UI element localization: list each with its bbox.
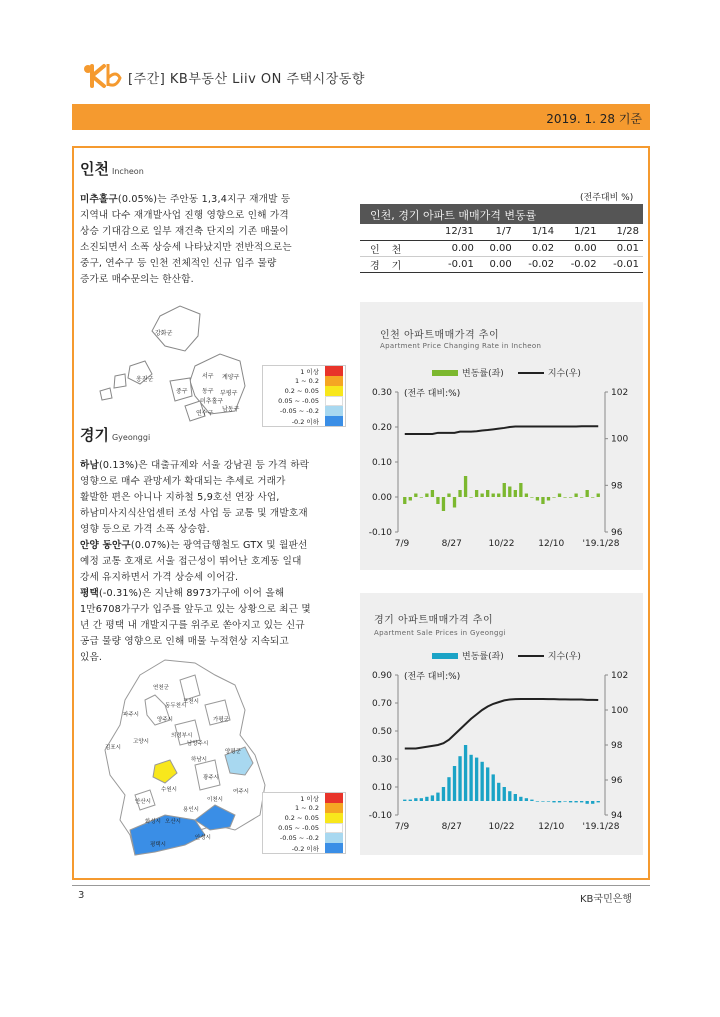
cell: 0.00 (489, 242, 512, 254)
y-right-tick-label: 100 (611, 434, 629, 445)
map-label: 화성시 (145, 819, 161, 825)
map-label: 연수구 (196, 410, 214, 417)
legend-row (263, 833, 345, 843)
bar (497, 783, 500, 801)
bar (431, 795, 434, 801)
bar (536, 801, 539, 802)
y-left-tick-label: -0.10 (368, 811, 392, 821)
table-unit: (전주대비 %) (580, 193, 634, 203)
bar (486, 490, 489, 497)
chart-title: 경기 아파트매매가격 추이 (374, 615, 494, 626)
y-right-tick-label: 96 (611, 776, 623, 786)
map-label: 평택시 (150, 842, 166, 848)
legend-swatch (325, 843, 343, 853)
gyeonggi-district: 안양 동안구 (80, 540, 131, 551)
legend-swatch (325, 366, 343, 376)
legend-row (263, 376, 345, 386)
legend-row (263, 843, 345, 853)
bar (530, 497, 533, 498)
bar (464, 476, 467, 497)
legend-swatch (325, 406, 343, 416)
legend-label: 0.2 ~ 0.05 (284, 814, 319, 822)
map-label: 고양시 (133, 739, 149, 745)
y-left-tick-label: 0.70 (371, 699, 392, 709)
row-label: 경기 (370, 260, 414, 272)
map-label: 하남시 (191, 757, 207, 763)
bar (547, 497, 550, 501)
bar (447, 777, 450, 801)
gyeonggi-text (80, 458, 355, 666)
bar (552, 497, 555, 498)
legend-label: -0.2 이하 (291, 417, 319, 426)
gyeonggi-chart (360, 593, 643, 855)
map-label: 오산시 (165, 819, 181, 825)
bar (547, 801, 550, 802)
bar (425, 494, 428, 498)
legend-label: 1 이상 (300, 794, 319, 803)
bar (458, 490, 461, 497)
y-left-tick-label: 0.90 (371, 671, 392, 681)
cell: -0.02 (528, 258, 555, 270)
y-left-tick-label: 0.10 (371, 783, 392, 793)
cell: -0.01 (447, 258, 474, 270)
table-corner (360, 224, 432, 240)
bar (420, 798, 423, 801)
bar (403, 497, 406, 504)
bar (431, 490, 434, 497)
bar (486, 767, 489, 801)
legend-row (263, 813, 345, 823)
legend-label: 1 이상 (300, 367, 319, 376)
bar (574, 494, 577, 498)
bar (580, 801, 583, 802)
bar (453, 766, 456, 801)
bar (503, 787, 506, 801)
bar (469, 497, 472, 498)
map-label: 서구 (202, 373, 214, 380)
date-bar (72, 104, 650, 130)
bar (458, 756, 461, 801)
y-right-tick-label: 102 (611, 671, 629, 681)
map-label: 안산시 (135, 799, 151, 805)
legend-swatch (325, 823, 343, 833)
map-label: 연천군 (153, 685, 169, 691)
legend-swatch (325, 813, 343, 823)
bar (409, 800, 412, 801)
x-tick-label: 10/22 (488, 539, 515, 549)
gyeonggi-body: (0.13%)은 대출규제와 서울 강남권 등 가격 하락 영향으로 매수 관망세가 확대되는 추세로 거래가 활발한 편은 아니나 지하철 5,9호선 연장 사업, 하남미사지식산업센터 조성 사업 등 교통 및 개발호재 영향 등으로 가격 소폭 상승함. (80, 460, 310, 535)
map-label: 양평군 (225, 749, 241, 755)
bar (447, 494, 450, 498)
bar (586, 490, 589, 497)
y-right-tick-label: 98 (611, 741, 623, 751)
bar (425, 797, 428, 801)
bar (591, 497, 594, 498)
bar (420, 497, 423, 498)
x-tick-label: 8/27 (441, 822, 462, 832)
y-right-tick-label: 102 (611, 388, 629, 398)
incheon-district: 미추홀구 (80, 194, 118, 205)
legend-swatch (325, 793, 343, 803)
page-number: 3 (78, 890, 85, 901)
incheon-subtitle: Incheon (111, 167, 144, 176)
legend-swatch (325, 803, 343, 813)
gyeonggi-district: 하남 (80, 460, 99, 471)
legend-label: -0.2 이하 (291, 844, 319, 853)
axis-note: (전주 대비:%) (404, 672, 461, 682)
x-tick-label: 7/9 (394, 539, 410, 549)
map-label: 남동구 (222, 406, 240, 413)
bar (530, 800, 533, 801)
legend-bar-label: 변동률(좌) (462, 369, 504, 379)
bar (591, 801, 594, 804)
legend-row (263, 406, 345, 416)
bar (525, 798, 528, 801)
y-left-tick-label: 0.30 (371, 388, 392, 398)
cell: 0.00 (489, 258, 512, 270)
legend-line-label: 지수(우) (547, 369, 581, 379)
cell: -0.01 (613, 258, 639, 270)
map-label: 옹진군 (136, 376, 154, 383)
cell: 0.00 (574, 242, 597, 254)
y-left-tick-label: 0.10 (371, 458, 392, 468)
bar (475, 490, 478, 497)
incheon-chart-panel (360, 302, 643, 570)
y-right-tick-label: 94 (611, 811, 623, 821)
gyeonggi-heading (80, 424, 150, 445)
axis-note: (전주 대비:%) (404, 389, 461, 399)
incheon-chart (360, 302, 643, 570)
price-table (360, 224, 643, 273)
bank-name: KB국민은행 (580, 894, 633, 905)
bar (586, 801, 589, 804)
report-title: [주간] KB부동산 Liiv ON 주택시장동향 (128, 72, 365, 87)
bar (519, 797, 522, 801)
legend-label: 1 ~ 0.2 (294, 804, 319, 812)
map-label: 이천시 (207, 797, 223, 803)
table-title: 인천, 경기 아파트 매매가격 변동률 (360, 204, 643, 224)
bar (480, 762, 483, 801)
y-right-tick-label: 100 (611, 706, 629, 716)
map-label: 동두천시 (165, 703, 187, 709)
gyeonggi-chart-panel (360, 593, 643, 855)
gyeonggi-subtitle: Gyeonggi (111, 433, 151, 442)
bar (480, 494, 483, 498)
report-date: 2019. 1. 28 기준 (546, 112, 642, 126)
y-left-tick-label: 0.30 (371, 755, 392, 765)
map-label: 광주시 (203, 775, 219, 781)
map-label: 남양주시 (187, 741, 209, 747)
bar (514, 794, 517, 801)
map-label: 용인시 (183, 807, 199, 813)
bar (409, 497, 412, 501)
legend-swatch (325, 376, 343, 386)
map-label: 여주시 (233, 789, 249, 795)
bar (464, 745, 467, 801)
bar (508, 791, 511, 801)
bar (514, 490, 517, 497)
bar (574, 801, 577, 802)
bar (469, 755, 472, 801)
map-label: 계양구 (222, 374, 240, 381)
incheon-map (90, 296, 260, 426)
bar (580, 497, 583, 498)
bar (519, 483, 522, 497)
bar (436, 497, 439, 504)
map-label: 부평구 (220, 390, 238, 397)
bar (552, 801, 555, 802)
map-label: 의정부시 (171, 733, 193, 739)
bar (563, 801, 566, 802)
map-label: 동구 (202, 388, 214, 395)
col-header: 1/21 (574, 226, 597, 238)
legend-line-label: 지수(우) (547, 652, 581, 662)
table-row (360, 256, 643, 272)
y-left-tick-label: 0.00 (371, 493, 392, 503)
gyeonggi-body: (-0.31%)은 지난해 8973가구에 이어 올해 1만6708가구가 입주를 앞두고 있는 상황으로 최근 몇 년 간 평택 내 개발지구를 위주로 쏟아지고 있는 신규 공급 물량 영향으로 인해 매물 누적현상 지속되고 있음. (80, 588, 311, 663)
incheon-text (80, 192, 355, 288)
chart-title: 인천 아파트매매가격 추이 (380, 330, 500, 341)
col-header: 1/28 (616, 226, 639, 238)
map-label: 포천시 (183, 699, 199, 705)
map-label: 미추홀구 (200, 398, 224, 405)
y-left-tick-label: 0.20 (371, 423, 392, 433)
footer-divider (72, 885, 650, 886)
x-tick-label: 12/10 (538, 822, 565, 832)
chart-subtitle: Apartment Price Changing Rate in Incheon (380, 342, 542, 350)
bar (536, 497, 539, 501)
legend-label: 1 ~ 0.2 (294, 377, 319, 385)
bar (442, 497, 445, 511)
legend-row (263, 386, 345, 396)
bar (569, 497, 572, 498)
kb-logo (78, 60, 124, 90)
incheon-map-legend (262, 365, 346, 427)
bar (558, 801, 561, 802)
bar (436, 793, 439, 801)
legend-label: -0.05 ~ -0.2 (279, 834, 319, 842)
legend-label: 0.05 ~ -0.05 (278, 824, 319, 832)
col-header: 1/14 (531, 226, 555, 238)
map-label: 강화군 (155, 330, 173, 337)
legend-row (263, 366, 345, 376)
bar (492, 774, 495, 801)
legend-row (263, 803, 345, 813)
gyeonggi-district: 평택 (80, 588, 99, 599)
bar (403, 800, 406, 801)
map-label: 가평군 (213, 717, 229, 723)
legend-swatch (325, 396, 343, 406)
map-label: 중구 (176, 388, 188, 395)
legend-swatch (325, 386, 343, 396)
bar (475, 758, 478, 801)
bar (414, 798, 417, 801)
table-row (360, 240, 643, 256)
bar (442, 787, 445, 801)
x-tick-label: '19.1/28 (582, 539, 620, 549)
gyeonggi-body: (0.07%)는 광역급행철도 GTX 및 월판선 예정 교통 호재로 서울 접근성이 뛰어난 호계동 일대 강세 유지하면서 가격 상승세 이어감. (80, 540, 308, 583)
y-left-tick-label: 0.50 (371, 727, 392, 737)
incheon-title: 인천 (80, 160, 109, 178)
bar (525, 494, 528, 498)
bar (597, 494, 600, 498)
x-tick-label: 10/22 (488, 822, 515, 832)
gyeonggi-map-legend (262, 792, 346, 854)
index-line (405, 426, 598, 434)
bar (541, 801, 544, 802)
bar (563, 497, 566, 498)
bar (492, 494, 495, 498)
x-tick-label: '19.1/28 (582, 822, 620, 832)
legend-label: 0.05 ~ -0.05 (278, 397, 319, 405)
legend-swatch (325, 833, 343, 843)
map-label: 파주시 (123, 712, 139, 718)
index-line (405, 699, 598, 749)
bar (503, 483, 506, 497)
incheon-body: (0.05%)는 주안동 1,3,4지구 재개발 등 지역내 다수 재개발사업 진행 영향으로 인해 가격 상승 기대감으로 일부 재건축 단지의 기존 매물이 소진되면서 소폭 상승세 나타났지만 전반적으로는 중구, 연수구 등 인천 전체적인 신규 입주 물량 증가로 매수문의는 한산함. (80, 194, 292, 285)
map-label: 김포시 (105, 745, 121, 751)
legend-label: -0.05 ~ -0.2 (279, 407, 319, 415)
y-right-tick-label: 96 (611, 528, 623, 538)
legend-row (263, 823, 345, 833)
legend-label: 0.2 ~ 0.05 (284, 387, 319, 395)
bar (508, 487, 511, 498)
map-label: 수원시 (161, 787, 177, 793)
bar (414, 494, 417, 498)
legend-bar-label: 변동률(좌) (462, 652, 504, 662)
bar (497, 494, 500, 498)
gyeonggi-title: 경기 (80, 426, 109, 444)
y-left-tick-label: -0.10 (368, 528, 392, 538)
cell: 0.00 (451, 242, 474, 254)
legend-row (263, 416, 345, 426)
legend-swatch (325, 416, 343, 426)
cell: 0.02 (531, 242, 555, 254)
col-header: 12/31 (445, 226, 474, 238)
map-label: 안성시 (195, 835, 211, 841)
legend-row (263, 793, 345, 803)
bar (569, 801, 572, 802)
bar (453, 497, 456, 508)
bar (541, 497, 544, 504)
table-header-row (360, 224, 643, 240)
row-label: 인천 (370, 244, 414, 256)
bar (558, 494, 561, 498)
cell: 0.01 (616, 242, 639, 254)
bar (597, 801, 600, 802)
y-right-tick-label: 98 (611, 481, 623, 492)
col-header: 1/7 (495, 226, 512, 238)
x-tick-label: 12/10 (538, 539, 565, 549)
incheon-heading (80, 158, 144, 179)
cell: -0.02 (570, 258, 597, 270)
chart-subtitle: Apartment Sale Prices in Gyeonggi (374, 629, 506, 637)
x-tick-label: 8/27 (441, 539, 462, 549)
x-tick-label: 7/9 (394, 822, 410, 832)
map-label: 양주시 (157, 717, 173, 723)
legend-row (263, 396, 345, 406)
